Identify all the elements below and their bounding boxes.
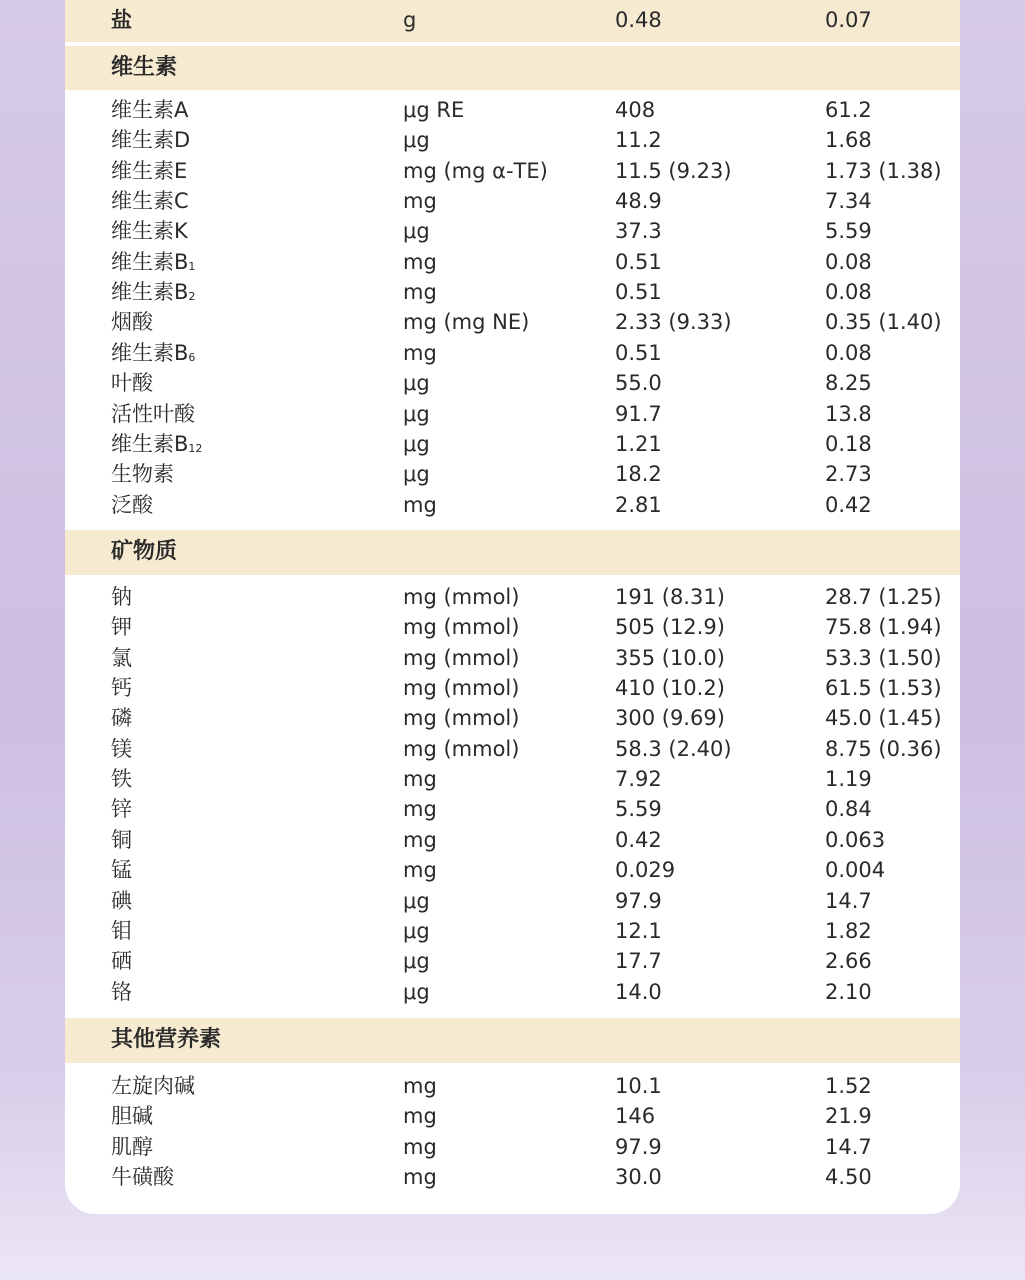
nutrient-name: 叶酸	[111, 371, 153, 396]
nutrient-name: 铬	[111, 979, 132, 1004]
nutrient-name: 维生素C	[111, 189, 189, 214]
nutrient-name: 钾	[111, 615, 132, 640]
nutrient-name: 活性叶酸	[111, 401, 195, 426]
nutrient-unit: μg	[403, 431, 430, 456]
nutrient-unit: mg	[403, 797, 437, 822]
nutrient-per100kj: 1.19	[825, 767, 872, 792]
nutrient-per100kj: 0.004	[825, 858, 886, 883]
table-row	[65, 125, 960, 155]
table-row	[65, 1132, 960, 1162]
nutrient-name: 左旋肉碱	[111, 1074, 195, 1098]
nutrient-unit: mg	[403, 249, 437, 274]
nutrient-unit: μg	[403, 979, 430, 1004]
nutrient-unit: mg (mmol)	[403, 585, 520, 609]
nutrient-per100: 0.48	[615, 8, 662, 32]
section-title-minerals: 矿物质	[111, 539, 178, 564]
nutrient-per100kj: 4.50	[825, 1165, 872, 1190]
nutrient-unit: mg	[403, 1104, 437, 1129]
table-row	[65, 429, 960, 459]
nutrient-per100kj: 2.66	[825, 949, 872, 974]
nutrient-name: 肌醇	[111, 1134, 153, 1159]
nutrient-name: 钼	[111, 918, 132, 943]
nutrient-unit: mg (mmol)	[403, 676, 520, 701]
nutrient-unit: mg (mg NE)	[403, 310, 530, 335]
nutrient-name: 烟酸	[111, 310, 153, 335]
nutrient-per100: 97.9	[615, 1134, 662, 1159]
nutrient-name: 钠	[111, 585, 132, 609]
table-row	[65, 368, 960, 398]
nutrient-per100: 146	[615, 1104, 656, 1129]
nutrient-per100: 505 (12.9)	[615, 615, 725, 640]
nutrient-per100kj: 8.75 (0.36)	[825, 736, 942, 761]
nutrient-name: 泛酸	[111, 492, 153, 517]
table-row	[65, 582, 960, 612]
nutrient-per100kj: 21.9	[825, 1104, 872, 1129]
table-row	[65, 764, 960, 794]
section-title-other: 其他营养素	[111, 1027, 222, 1052]
nutrient-per100: 12.1	[615, 918, 662, 943]
nutrient-per100kj: 0.08	[825, 280, 872, 305]
nutrient-per100: 11.5 (9.23)	[615, 158, 732, 183]
nutrient-name: 维生素A	[111, 98, 189, 122]
nutrient-per100kj: 1.82	[825, 918, 872, 943]
nutrient-per100: 408	[615, 98, 656, 122]
section-header-band	[65, 46, 960, 90]
nutrient-per100: 2.81	[615, 492, 662, 517]
nutrient-name: 硒	[111, 949, 132, 974]
nutrient-name: 铜	[111, 827, 132, 852]
nutrient-unit: mg (mmol)	[403, 706, 520, 731]
nutrient-per100kj: 53.3 (1.50)	[825, 645, 942, 670]
nutrient-per100: 11.2	[615, 128, 662, 153]
nutrient-per100kj: 45.0 (1.45)	[825, 706, 942, 731]
nutrient-name: 维生素$B_6$	[111, 340, 196, 365]
nutrient-name: 锰	[111, 858, 132, 883]
nutrient-per100kj: 0.18	[825, 431, 872, 456]
nutrient-name: 铁	[111, 767, 132, 792]
nutrient-unit: mg	[403, 280, 437, 305]
nutrient-unit: μg	[403, 949, 430, 974]
nutrient-subscript: 1	[188, 259, 196, 273]
nutrient-per100: 5.59	[615, 797, 662, 822]
nutrient-per100kj: 1.52	[825, 1074, 872, 1098]
nutrient-per100: 37.3	[615, 219, 662, 244]
nutrient-per100kj: 0.84	[825, 797, 872, 822]
nutrient-name: 钙	[111, 676, 132, 701]
nutrient-per100kj: 2.10	[825, 979, 872, 1004]
nutrient-per100: 48.9	[615, 189, 662, 214]
nutrient-unit: mg (mmol)	[403, 645, 520, 670]
nutrient-unit: μg	[403, 918, 430, 943]
nutrient-name: 生物素	[111, 462, 174, 487]
nutrient-per100kj: 5.59	[825, 219, 872, 244]
nutrient-name: 胆碱	[111, 1104, 153, 1129]
nutrient-per100: 97.9	[615, 888, 662, 913]
nutrient-per100kj: 61.5 (1.53)	[825, 676, 942, 701]
section-header-band	[65, 530, 960, 575]
table-row	[65, 734, 960, 764]
nutrient-per100: 55.0	[615, 371, 662, 396]
nutrient-unit: μg RE	[403, 98, 465, 122]
nutrient-name: 碘	[111, 888, 132, 913]
nutrient-unit: μg	[403, 219, 430, 244]
nutrient-unit: μg	[403, 371, 430, 396]
nutrient-per100kj: 61.2	[825, 98, 872, 122]
nutrition-table-card	[65, 0, 960, 1214]
nutrient-per100: 18.2	[615, 462, 662, 487]
nutrient-per100kj: 1.68	[825, 128, 872, 153]
nutrient-per100: 2.33 (9.33)	[615, 310, 732, 335]
nutrient-per100: 14.0	[615, 979, 662, 1004]
table-row	[65, 307, 960, 337]
nutrient-per100kj: 0.063	[825, 827, 886, 852]
nutrient-per100kj: 2.73	[825, 462, 872, 487]
nutrient-per100: 17.7	[615, 949, 662, 974]
nutrient-per100kj: 1.73 (1.38)	[825, 158, 942, 183]
nutrient-subscript: 12	[188, 441, 203, 455]
nutrient-name: 维生素$B_2$	[111, 280, 196, 305]
nutrient-unit: mg	[403, 858, 437, 883]
nutrient-per100: 58.3 (2.40)	[615, 736, 732, 761]
nutrient-unit: mg	[403, 827, 437, 852]
table-row	[65, 156, 960, 186]
nutrient-per100kj: 13.8	[825, 401, 872, 426]
nutrient-subscript: 6	[188, 350, 196, 364]
table-row	[65, 459, 960, 489]
nutrient-name: 维生素$B_1$	[111, 249, 196, 274]
nutrient-per100: 355 (10.0)	[615, 645, 725, 670]
nutrient-per100: 191 (8.31)	[615, 585, 725, 609]
table-row	[65, 673, 960, 703]
nutrient-per100: 0.51	[615, 249, 662, 274]
nutrient-unit: mg	[403, 767, 437, 792]
nutrient-name: 磷	[111, 706, 132, 731]
nutrient-unit: mg	[403, 492, 437, 517]
nutrient-name: 牛磺酸	[111, 1165, 174, 1190]
nutrient-name: 锌	[111, 797, 132, 822]
nutrient-per100kj: 8.25	[825, 371, 872, 396]
table-row	[65, 794, 960, 824]
nutrient-per100kj: 0.08	[825, 340, 872, 365]
table-row	[65, 643, 960, 673]
nutrient-per100: 1.21	[615, 431, 662, 456]
table-row	[65, 825, 960, 855]
nutrient-per100: 0.029	[615, 858, 676, 883]
table-row	[65, 1071, 960, 1101]
table-row-salt	[65, 5, 960, 35]
nutrient-per100kj: 14.7	[825, 1134, 872, 1159]
nutrient-unit: mg (mmol)	[403, 736, 520, 761]
nutrient-unit: μg	[403, 401, 430, 426]
nutrient-name: 维生素$B_{12}$	[111, 431, 203, 456]
table-row	[65, 95, 960, 125]
nutrient-unit: mg	[403, 1134, 437, 1159]
nutrient-unit: μg	[403, 128, 430, 153]
nutrient-per100: 0.51	[615, 280, 662, 305]
section-title-vitamins: 维生素	[111, 55, 178, 80]
nutrient-unit: mg	[403, 340, 437, 365]
nutrient-per100: 10.1	[615, 1074, 662, 1098]
nutrient-per100: 30.0	[615, 1165, 662, 1190]
nutrient-per100kj: 0.07	[825, 8, 872, 32]
nutrient-unit: mg (mg α-TE)	[403, 158, 548, 183]
nutrient-per100kj: 28.7 (1.25)	[825, 585, 942, 609]
table-row	[65, 855, 960, 885]
nutrient-name: 维生素D	[111, 128, 191, 153]
nutrient-unit: mg	[403, 1165, 437, 1190]
nutrient-per100: 410 (10.2)	[615, 676, 725, 701]
nutrient-unit: mg	[403, 189, 437, 214]
nutrient-name: 氯	[111, 645, 132, 670]
table-row	[65, 216, 960, 246]
nutrient-name: 镁	[111, 736, 132, 761]
table-row	[65, 916, 960, 946]
nutrient-name: 维生素K	[111, 219, 188, 244]
nutrient-name: 维生素E	[111, 158, 188, 183]
table-row	[65, 703, 960, 733]
nutrient-subscript: 2	[188, 290, 196, 304]
table-row	[65, 977, 960, 1007]
nutrient-per100: 91.7	[615, 401, 662, 426]
table-row	[65, 399, 960, 429]
nutrient-per100kj: 14.7	[825, 888, 872, 913]
table-row	[65, 612, 960, 642]
table-row	[65, 886, 960, 916]
table-row	[65, 946, 960, 976]
nutrient-per100: 300 (9.69)	[615, 706, 725, 731]
table-row	[65, 186, 960, 216]
nutrient-per100kj: 0.08	[825, 249, 872, 274]
table-row	[65, 490, 960, 520]
nutrient-name: 盐	[111, 8, 132, 32]
nutrient-unit: g	[403, 8, 417, 32]
nutrient-per100kj: 0.42	[825, 492, 872, 517]
nutrient-unit: μg	[403, 888, 430, 913]
nutrient-unit: μg	[403, 462, 430, 487]
table-row	[65, 338, 960, 368]
table-row	[65, 1101, 960, 1131]
nutrient-per100: 0.51	[615, 340, 662, 365]
nutrient-per100kj: 75.8 (1.94)	[825, 615, 942, 640]
nutrient-per100kj: 0.35 (1.40)	[825, 310, 942, 335]
table-row	[65, 277, 960, 307]
table-row	[65, 1162, 960, 1192]
nutrient-per100: 7.92	[615, 767, 662, 792]
nutrient-unit: mg (mmol)	[403, 615, 520, 640]
table-row	[65, 247, 960, 277]
nutrient-per100kj: 7.34	[825, 189, 872, 214]
nutrient-per100: 0.42	[615, 827, 662, 852]
nutrient-unit: mg	[403, 1074, 437, 1098]
